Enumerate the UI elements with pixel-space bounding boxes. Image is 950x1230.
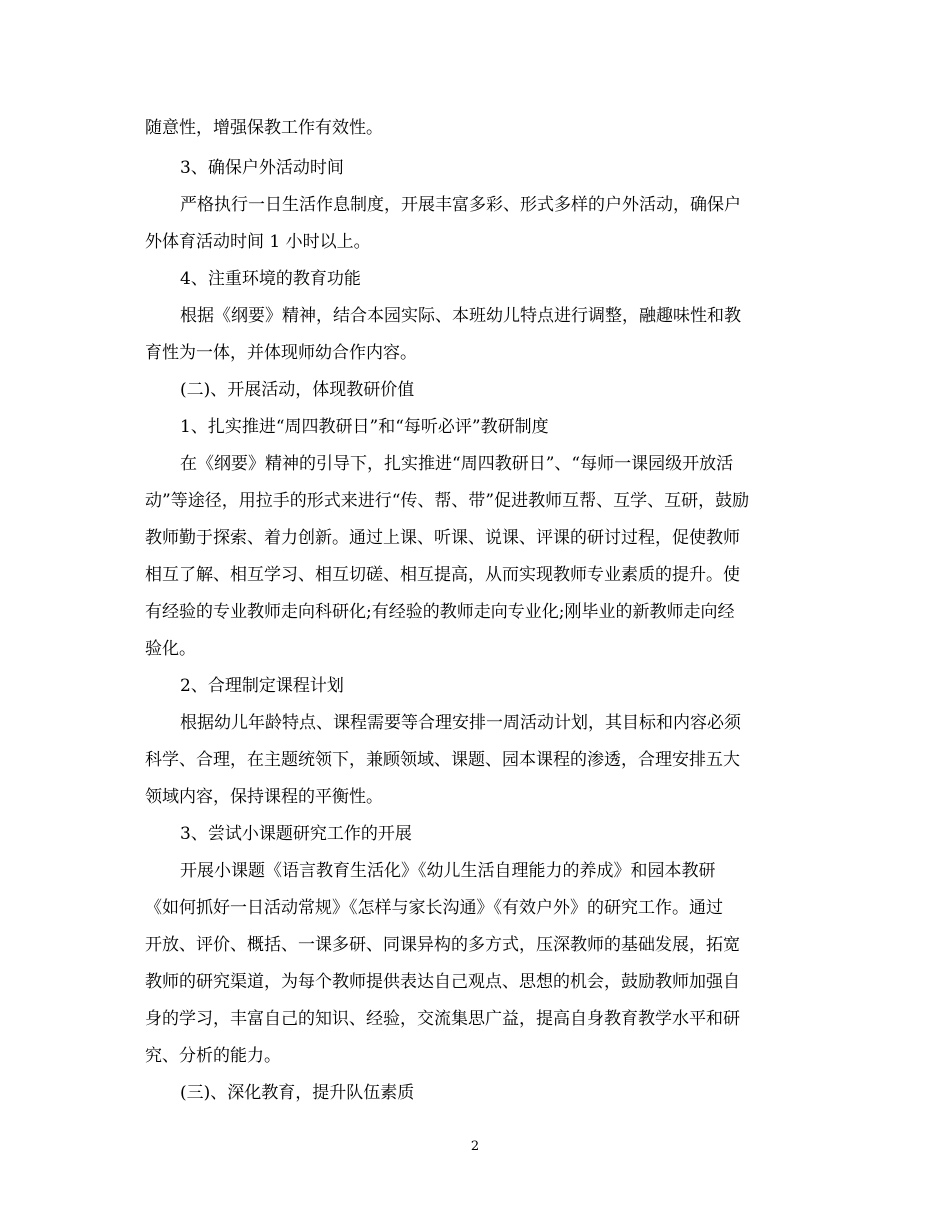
text-line: 开展小课题《语言教育生活化》《幼儿生活自理能力的养成》和园本教研 (180, 861, 716, 881)
text-line: 在《纲要》精神的引导下，扎实推进“周四教研日”、“每师一课园级开放活 (180, 454, 734, 474)
text-line: 教师勤于探索、着力创新。通过上课、听课、说课、评课的研讨过程，促使教师 (145, 528, 740, 548)
section-heading: 3、尝试小课题研究工作的开展 (180, 824, 412, 844)
text-line: 根据幼儿年龄特点、课程需要等合理安排一周活动计划，其目标和内容必须 (180, 713, 741, 733)
text-line: 领域内容，保持课程的平衡性。 (145, 787, 383, 807)
text-line: 身的学习，丰富自己的知识、经验，交流集思广益，提高自身教育教学水平和研 (145, 1009, 740, 1029)
text-line: 严格执行一日生活作息制度，开展丰富多彩、形式多样的户外活动，确保户 (180, 195, 741, 215)
page-number: 2 (470, 1139, 480, 1154)
text-line: 验化。 (145, 639, 196, 659)
text-line: 开放、评价、概括、一课多研、同课异构的多方式，压深教师的基础发展，拓宽 (145, 935, 740, 955)
section-heading: 3、确保户外活动时间 (180, 158, 344, 178)
text-line: 教师的研究渠道，为每个教师提供表达自己观点、思想的机会，鼓励教师加强自 (145, 972, 740, 992)
section-heading: 4、注重环境的教育功能 (180, 269, 361, 289)
text-line: 根据《纲要》精神，结合本园实际、本班幼儿特点进行调整，融趣味性和教 (180, 306, 741, 326)
text-line: 相互了解、相互学习、相互切磋、相互提高，从而实现教师专业素质的提升。使 (145, 565, 740, 585)
text-line: 有经验的专业教师走向科研化;有经验的教师走向专业化;刚毕业的新教师走向经 (145, 602, 735, 622)
section-heading: 1、扎实推进“周四教研日”和“每听必评”教研制度 (180, 417, 549, 437)
text-line: 外体育活动时间 1 小时以上。 (145, 232, 371, 252)
section-heading: (三)、深化教育，提升队伍素质 (180, 1083, 415, 1103)
text-line: 《如何抓好一日活动常规》《怎样与家长沟通》《有效户外》的研究工作。通过 (145, 898, 723, 918)
text-line: 随意性，增强保教工作有效性。 (145, 118, 383, 138)
text-line: 科学、合理，在主题统领下，兼顾领域、课题、园本课程的渗透，合理安排五大 (145, 750, 740, 770)
section-heading: (二)、开展活动，体现教研价值 (180, 380, 415, 400)
text-line: 究、分析的能力。 (145, 1046, 281, 1066)
text-line: 育性为一体，并体现师幼合作内容。 (145, 343, 417, 363)
text-line: 动”等途径，用拉手的形式来进行“传、帮、带”促进教师互帮、互学、互研，鼓励 (145, 491, 750, 511)
section-heading: 2、合理制定课程计划 (180, 676, 344, 696)
